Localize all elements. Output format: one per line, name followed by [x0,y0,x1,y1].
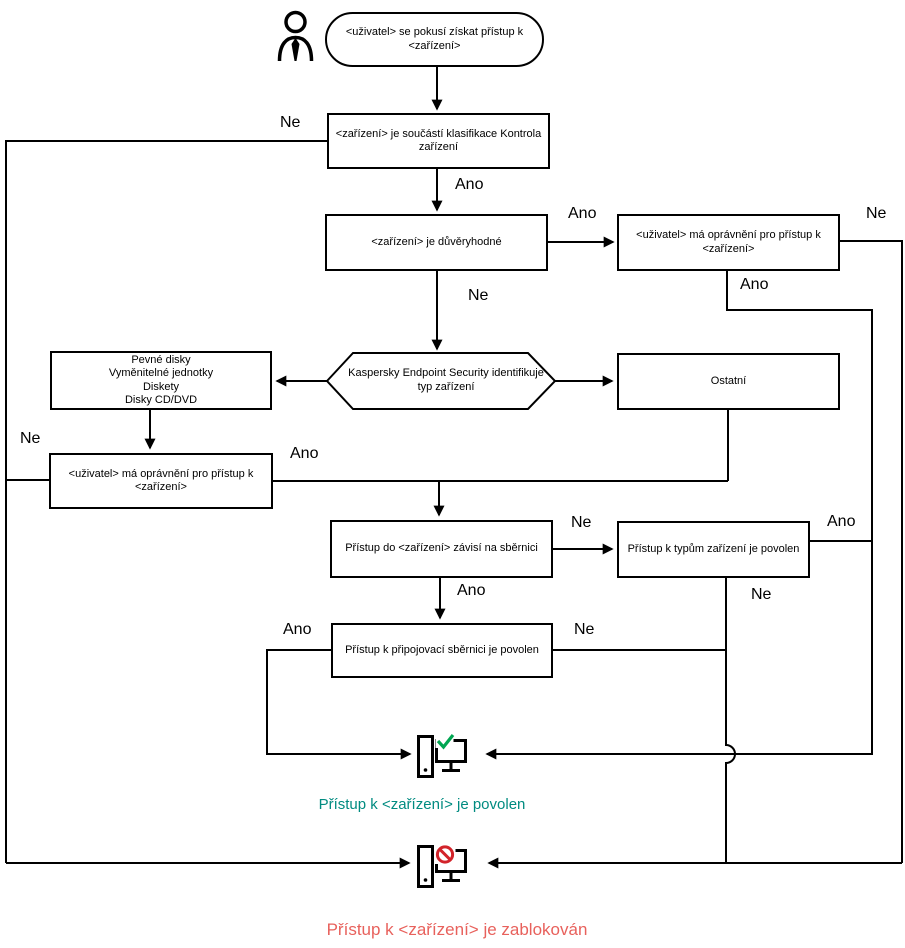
result-allowed-label: Přístup k <zařízení> je povolen [318,796,526,813]
node-identify-label: Kaspersky Endpoint Security identifikuje typ zařízení [348,367,544,393]
node-bus-depends [330,520,553,578]
edge-label-classification-no: Ne [280,114,301,131]
edge-label-type-allowed-yes: Ano [827,513,856,530]
node-classification-label: <zařízení> je součástí klasifikace Kontrola zařízení [335,127,542,153]
device-type-hard-drives: Pevné disky [131,353,191,366]
node-start [325,12,544,67]
node-trusted-label: <zařízení> je důvěryhodné [371,235,502,248]
node-device-types [50,351,272,410]
device-type-floppy: Diskety [142,380,180,393]
node-user-rights-top [617,214,840,271]
node-user-rights-left-label: <uživatel> má oprávnění pro přístup k <zařízení> [68,467,254,493]
edge-type-allowed-no-with-hop [726,578,735,863]
node-trusted [325,214,548,271]
device-type-removable: Vyměnitelné jednotky [108,367,214,380]
edge-label-user-top-no: Ne [866,205,887,222]
node-classification [327,113,550,169]
node-identify [340,355,552,407]
node-user-rights-top-label: <uživatel> má oprávnění pro přístup k <zařízení> [636,229,821,255]
node-bus-depends-label: Přístup do <zařízení> závisí na sběrnici [345,542,538,555]
edge-label-classification-yes: Ano [455,176,484,193]
edge-label-type-allowed-no: Ne [751,586,772,603]
edge-label-user-left-yes: Ano [290,445,319,462]
edge-label-bus-depends-yes: Ano [457,582,486,599]
user-person-icon [276,8,316,62]
edge-label-user-left-no: Ne [20,430,41,447]
edge-label-user-top-yes: Ano [740,276,769,293]
edge-label-bus-allowed-yes: Ano [283,621,312,638]
node-other-label: Ostatní [710,374,747,387]
edge-label-bus-allowed-no: Ne [574,621,595,638]
node-user-rights-left [49,453,273,509]
node-other [617,353,840,410]
computer-allowed-icon [415,733,469,781]
node-type-allowed [617,521,810,578]
device-type-cd-dvd: Disky CD/DVD [124,393,198,406]
node-start-label: <uživatel> se pokusí získat přístup k <zařízení> [345,26,524,52]
edge-user-top-yes-to-allowed [487,271,872,754]
node-bus-allowed [331,623,553,678]
result-blocked-label: Přístup k <zařízení> je zablokován [326,920,588,939]
node-type-allowed-label: Přístup k typům zařízení je povolen [627,542,800,555]
computer-blocked-icon [415,843,469,891]
edge-label-trusted-no: Ne [468,287,489,304]
edge-label-trusted-yes: Ano [568,205,597,222]
node-bus-allowed-label: Přístup k připojovací sběrnici je povolen [345,643,539,656]
edge-label-bus-depends-no: Ne [571,514,592,531]
